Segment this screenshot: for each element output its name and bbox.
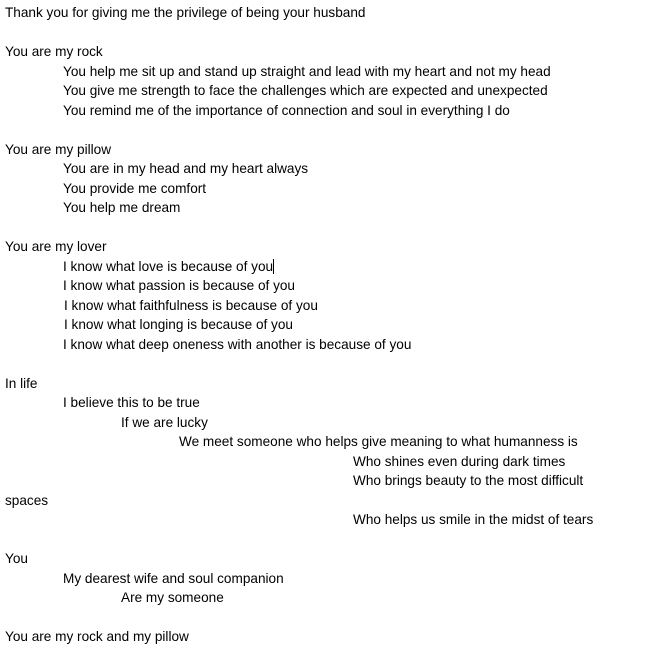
blank-line <box>5 354 641 374</box>
lover-line: I know what passion is because of you <box>63 278 295 293</box>
life-line: I believe this to be true <box>63 395 200 410</box>
lover-line-with-caret <box>5 257 641 277</box>
pillow-line: You are in my head and my heart always <box>63 161 309 176</box>
life-line: Who helps us smile in the midst of tears <box>353 512 594 527</box>
blank-line <box>5 120 641 140</box>
blank-line <box>5 530 641 550</box>
lover-line-text: I know what love is because of you <box>63 258 274 274</box>
lover-line: I know what faithfulness is because of you <box>64 297 318 313</box>
lover-line: I know what longing is because of you <box>64 317 293 332</box>
lover-line: I know what deep oneness with another is because of you <box>63 336 412 352</box>
blank-line <box>5 218 641 238</box>
pillow-line: You provide me comfort <box>63 180 207 196</box>
poem-title: Thank you for giving me the privilege of being your husband <box>5 5 366 20</box>
text-cursor <box>273 259 274 274</box>
life-line: If we are lucky <box>121 414 208 430</box>
blank-line <box>5 608 641 628</box>
life-line: Who shines even during dark times <box>353 453 566 469</box>
pillow-heading: You are my pillow <box>5 141 112 157</box>
rock-line: You help me sit up and stand up straight and lead with my heart and not my head <box>63 63 551 79</box>
rock-line: You remind me of the importance of connection and soul in everything I do <box>63 102 510 118</box>
blank-line <box>5 23 641 43</box>
life-line: We meet someone who helps give meaning to what humanness is <box>179 434 578 449</box>
life-heading: In life <box>5 375 38 391</box>
life-line-wrap: spaces <box>5 492 49 508</box>
life-line: Who brings beauty to the most difficult <box>353 473 584 488</box>
closing-line: You are my rock and my pillow <box>5 629 189 644</box>
you-line: Are my someone <box>121 590 224 605</box>
document-page[interactable] <box>5 3 641 647</box>
rock-heading: You are my rock <box>5 44 103 59</box>
you-heading: You <box>5 551 28 566</box>
rock-line: You give me strength to face the challenges which are expected and unexpected <box>63 83 548 98</box>
you-line: My dearest wife and soul companion <box>63 570 284 586</box>
pillow-line: You help me dream <box>63 200 181 215</box>
lover-heading: You are my lover <box>5 239 107 254</box>
